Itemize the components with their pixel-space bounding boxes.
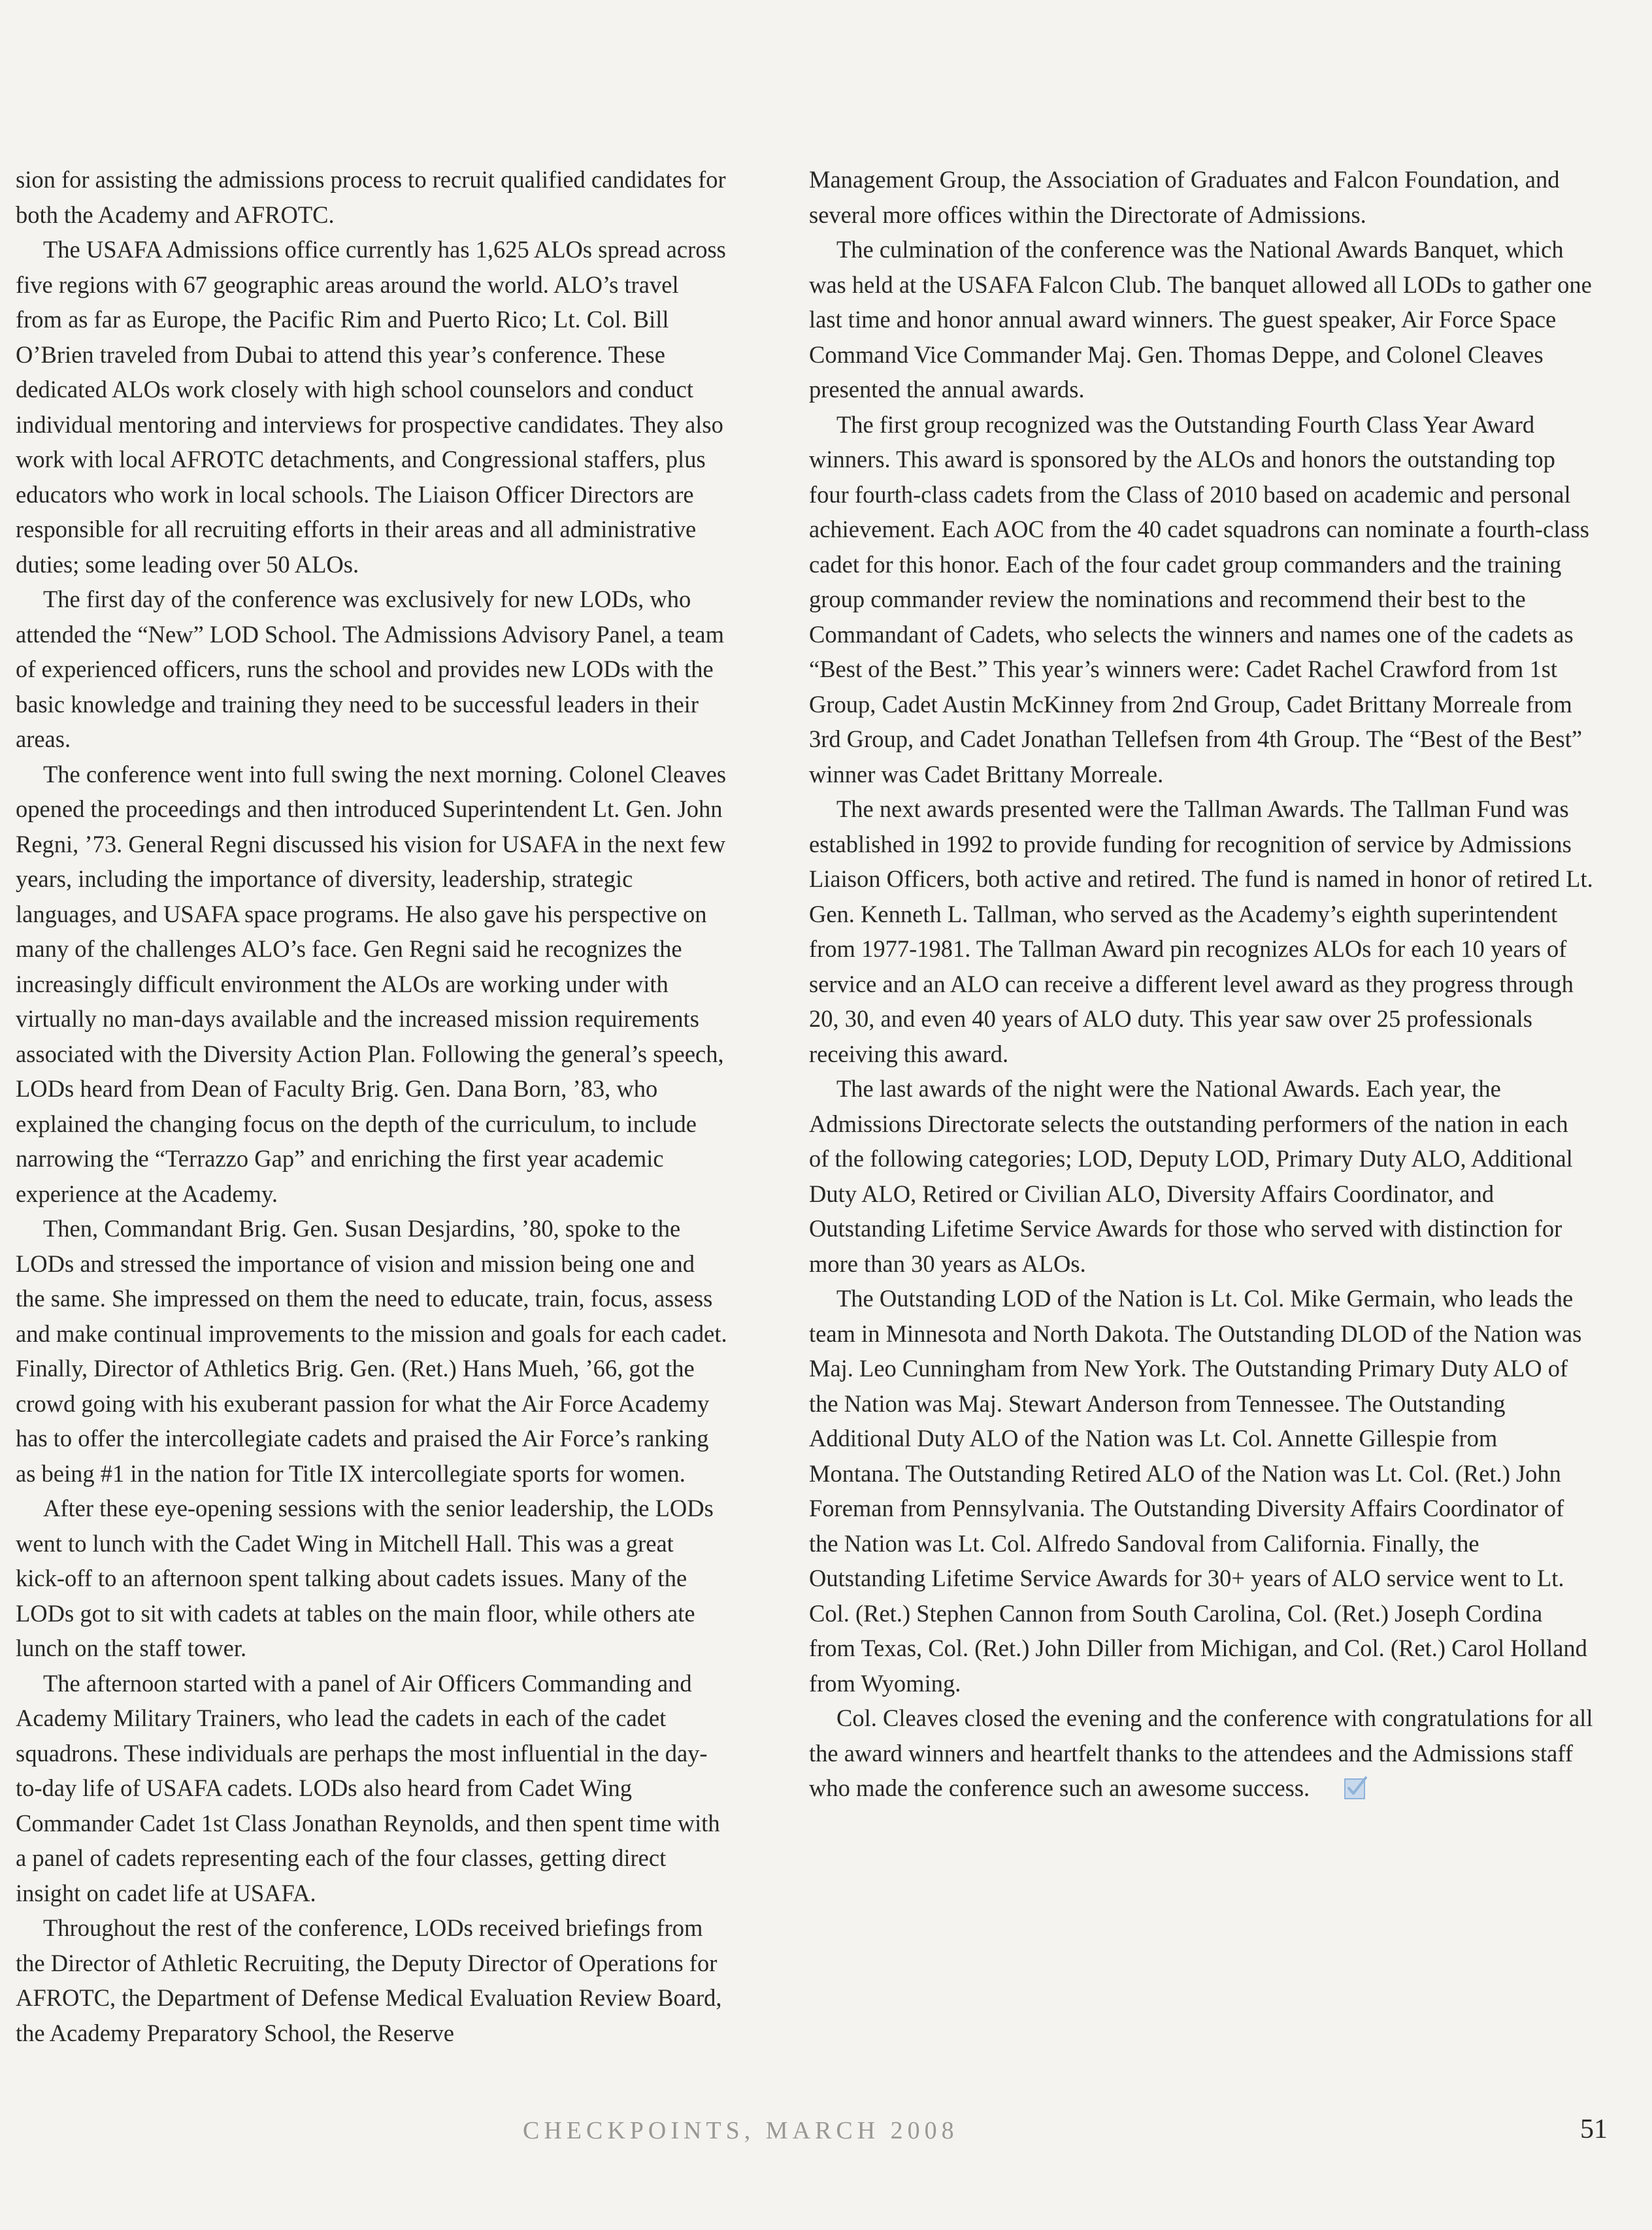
- right-paragraph-2: The culmination of the conference was the National Awards Banquet, which was held at the USAFA Falcon Club. The banquet allowed all LODs to gather one last time and honor annual award winners. The guest speaker, Air Force Space Command Vice Commander Maj. Gen. Thomas Deppe, and Colonel Cleaves presented the annual awards.: [809, 236, 1592, 403]
- page-number: 51: [1580, 2114, 1608, 2144]
- left-paragraph-8: Throughout the rest of the conference, LODs received briefings from the Director of Athletic Recruiting, the Deputy Director of Operations for AFROTC, the Department of Defense Medical Evaluation Review Board, the Academy Preparatory School, the Reserve: [16, 1914, 722, 2046]
- right-paragraph-6: The Outstanding LOD of the Nation is Lt. Col. Mike Germain, who leads the team in Minnesota and North Dakota. The Outstanding DLOD of the Nation was Maj. Leo Cunningham from New York. The Outstanding Primary Duty ALO of the Nation was Maj. Stewart Anderson from Tennessee. The Outstanding Additional Duty ALO of the Nation was Lt. Col. Annette Gillespie from Montana. The Outstanding Retired ALO of the Nation was Lt. Col. (Ret.) John Foreman from Pennsylvania. The Outstanding Diversity Affairs Coordinator of the Nation was Lt. Col. Alfredo Sandoval from California. Finally, the Outstanding Lifetime Service Awards for 30+ years of ALO service went to Lt. Col. (Ret.) Stephen Cannon from South Carolina, Col. (Ret.) Joseph Cordina from Texas, Col. (Ret.) John Diller from Michigan, and Col. (Ret.) Carol Holland from Wyoming.: [809, 1285, 1587, 1697]
- left-paragraph-2: The USAFA Admissions office currently has 1,625 ALOs spread across five regions with 67 geographic areas around the world. ALO’s travel from as far as Europe, the Pacific Rim and Puerto Rico; Lt. Col. Bill O’Brien traveled from Dubai to attend this year’s conference. These dedicated ALOs work closely with high school counselors and conduct individual mentoring and interviews for prospective candidates. They also work with local AFROTC detachments, and Congressional staffers, plus educators who work in local schools. The Liaison Officer Directors are responsible for all recruiting efforts in their areas and all administrative duties; some leading over 50 ALOs.: [16, 236, 726, 578]
- right-paragraph-7: [809, 1701, 1593, 1806]
- left-paragraph-5: Then, Commandant Brig. Gen. Susan Desjardins, ’80, spoke to the LODs and stressed the importance of vision and mission being one and the same. She impressed on them the need to educate, train, focus, assess and make continual improvements to the mission and goals for each cadet. Finally, Director of Athletics Brig. Gen. (Ret.) Hans Mueh, ’66, got the crowd going with his exuberant passion for what the Air Force Academy has to offer the intercollegiate cadets and praised the Air Force’s ranking as being #1 in the nation for Title IX intercollegiate sports for women.: [16, 1215, 727, 1487]
- left-paragraph-7: The afternoon started with a panel of Air Officers Commanding and Academy Military Trainers, who lead the cadets in each of the cadet squadrons. These individuals are perhaps the most influential in the day-to-day life of USAFA cadets. LODs also heard from Cadet Wing Commander Cadet 1st Class Jonathan Reynolds, and then spent time with a panel of cadets representing each of the four classes, getting direct insight on cadet life at USAFA.: [16, 1669, 720, 1906]
- right-paragraph-5: The last awards of the night were the National Awards. Each year, the Admissions Directorate selects the outstanding performers of the nation in each of the following categories; LOD, Deputy LOD, Primary Duty ALO, Additional Duty ALO, Retired or Civilian ALO, Diversity Affairs Coordinator, and Outstanding Lifetime Service Awards for those who served with distinction for more than 30 years as ALOs.: [809, 1075, 1573, 1277]
- right-paragraph-3: The first group recognized was the Outstanding Fourth Class Year Award winners. This award is sponsored by the ALOs and honors the outstanding top four fourth-class cadets from the Class of 2010 based on academic and personal achievement. Each AOC from the 40 cadet squadrons can nominate a fourth-class cadet for this honor. Each of the four cadet group commanders and the training group commander review the nominations and recommend their best to the Commandant of Cadets, who selects the winners and names one of the cadets as “Best of the Best.” This year’s winners were: Cadet Rachel Crawford from 1st Group, Cadet Austin McKinney from 2nd Group, Cadet Brittany Morreale from 3rd Group, and Cadet Jonathan Tellefsen from 4th Group. The “Best of the Best” winner was Cadet Brittany Morreale.: [809, 410, 1589, 788]
- closing-text: Col. Cleaves closed the evening and the conference with congratulations for all the award winners and heartfelt thanks to the attendees and the Admissions staff who made the conference such an awesome success.: [809, 1705, 1593, 1801]
- right-paragraph-1: Management Group, the Association of Graduates and Falcon Foundation, and several more offices within the Directorate of Admissions.: [809, 166, 1560, 228]
- publication-title: CHECKPOINTS, MARCH 2008: [523, 2117, 959, 2144]
- left-paragraph-6: After these eye-opening sessions with the senior leadership, the LODs went to lunch with the Cadet Wing in Mitchell Hall. This was a great kick-off to an afternoon spent talking about cadets issues. Many of the LODs got to sit with cadets at tables on the main floor, while others ate lunch on the staff tower.: [16, 1495, 714, 1661]
- left-paragraph-3: The first day of the conference was exclusively for new LODs, who attended the “New” LOD School. The Admissions Advisory Panel, a team of experienced officers, runs the school and provides new LODs with the basic knowledge and training they need to be successful leaders in their areas.: [16, 586, 724, 752]
- left-paragraph-1: sion for assisting the admissions process to recruit qualified candidates for both the Academy and AFROTC.: [16, 166, 726, 228]
- right-column: [809, 162, 1593, 1806]
- right-paragraph-4: The next awards presented were the Tallman Awards. The Tallman Fund was established in 1992 to provide funding for recognition of service by Admissions Liaison Officers, both active and retired. The fund is named in honor of retired Lt. Gen. Kenneth L. Tallman, who served as the Academy’s eighth superintendent from 1977-1981. The Tallman Award pin recognizes ALOs for each 10 years of service and an ALO can receive a different level award as they progress through 20, 30, and even 40 years of ALO duty. This year saw over 25 professionals receiving this award.: [809, 795, 1593, 1067]
- checkbox-icon: [1316, 1774, 1341, 1799]
- page-footer: [0, 2116, 1652, 2155]
- left-column: [16, 162, 728, 2050]
- left-paragraph-4: The conference went into full swing the next morning. Colonel Cleaves opened the proceedings and then introduced Superintendent Lt. Gen. John Regni, ’73. General Regni discussed his vision for USAFA in the next few years, including the importance of diversity, leadership, strategic languages, and USAFA space programs. He also gave his perspective on many of the challenges ALO’s face. Gen Regni said he recognizes the increasingly difficult environment the ALOs are working under with virtually no man-days available and the increased mission requirements associated with the Diversity Action Plan. Following the general’s speech, LODs heard from Dean of Faculty Brig. Gen. Dana Born, ’83, who explained the changing focus on the depth of the curriculum, to include narrowing the “Terrazzo Gap” and enriching the first year academic experience at the Academy.: [16, 760, 727, 1207]
